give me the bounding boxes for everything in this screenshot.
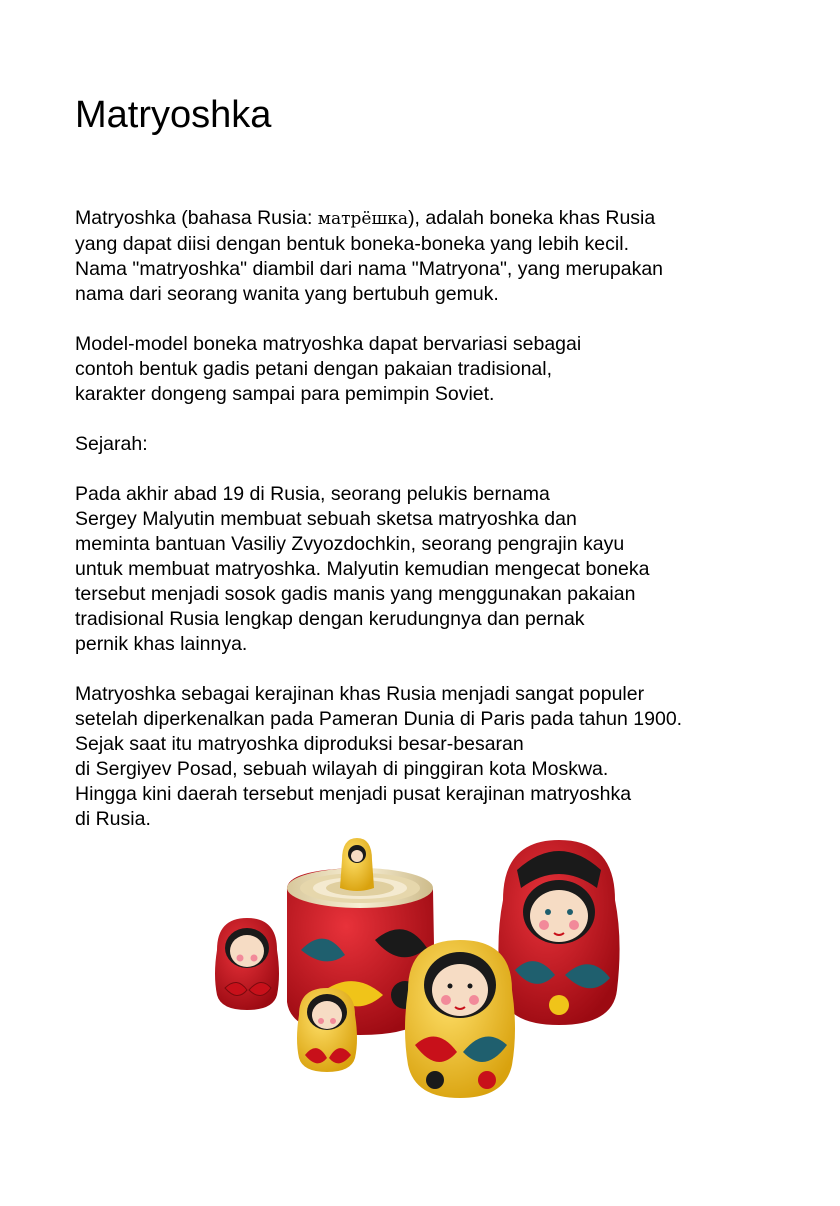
text-fragment: ), adalah boneka khas Rusia: [408, 207, 656, 229]
paragraph-1-line-4: nama dari seorang wanita yang bertubuh gemuk.: [75, 283, 499, 305]
paragraph-4-line: di Rusia.: [75, 808, 151, 830]
russian-word: матрёшка: [317, 209, 409, 229]
paragraph-2-line: karakter dongeng sampai para pemimpin Soviet.: [75, 383, 495, 405]
small-yellow-doll: [297, 988, 357, 1072]
paragraph-3-line: meminta bantuan Vasiliy Zvyozdochkin, seorang pengrajin kayu: [75, 533, 625, 555]
paragraph-1-line-1: [75, 206, 815, 232]
matryoshka-dolls-image: [205, 830, 635, 1110]
paragraph-4-line: Sejak saat itu matryoshka diproduksi besar-besaran: [75, 733, 524, 755]
paragraph-4-line: setelah diperkenalkan pada Pameran Dunia di Paris pada tahun 1900.: [75, 708, 683, 730]
paragraph-1-line-3: Nama "matryoshka" diambil dari nama "Matryona", yang merupakan: [75, 258, 664, 280]
paragraph-2-line: Model-model boneka matryoshka dapat bervariasi sebagai: [75, 333, 582, 355]
text-fragment: Matryoshka (bahasa Rusia:: [75, 207, 318, 229]
paragraph-4-line: di Sergiyev Posad, sebuah wilayah di pinggiran kota Moskwa.: [75, 758, 609, 780]
small-red-doll: [215, 918, 279, 1010]
paragraph-3-line: untuk membuat matryoshka. Malyutin kemudian mengecat boneka: [75, 558, 650, 580]
page-title: Matryoshka: [75, 94, 272, 136]
paragraph-3-line: tersebut menjadi sosok gadis manis yang menggunakan pakaian: [75, 583, 636, 605]
paragraph-2-line: contoh bentuk gadis petani dengan pakaian tradisional,: [75, 358, 553, 380]
paragraph-4-line: Matryoshka sebagai kerajinan khas Rusia menjadi sangat populer: [75, 683, 645, 705]
paragraph-3-line: Pada akhir abad 19 di Rusia, seorang pelukis bernama: [75, 483, 550, 505]
paragraph-3-line: Sergey Malyutin membuat sebuah sketsa matryoshka dan: [75, 508, 577, 530]
paragraph-3-line: pernik khas lainnya.: [75, 633, 248, 655]
medium-yellow-doll: [405, 940, 515, 1098]
tiny-yellow-doll: [340, 838, 374, 891]
paragraph-3-line: tradisional Rusia lengkap dengan kerudungnya dan pernak: [75, 608, 585, 630]
large-red-doll: [498, 840, 619, 1025]
paragraph-1-line-2: yang dapat diisi dengan bentuk boneka-boneka yang lebih kecil.: [75, 233, 629, 255]
article-body: [75, 206, 815, 832]
paragraph-4-line: Hingga kini daerah tersebut menjadi pusat kerajinan matryoshka: [75, 783, 632, 805]
section-heading: Sejarah:: [75, 433, 148, 455]
